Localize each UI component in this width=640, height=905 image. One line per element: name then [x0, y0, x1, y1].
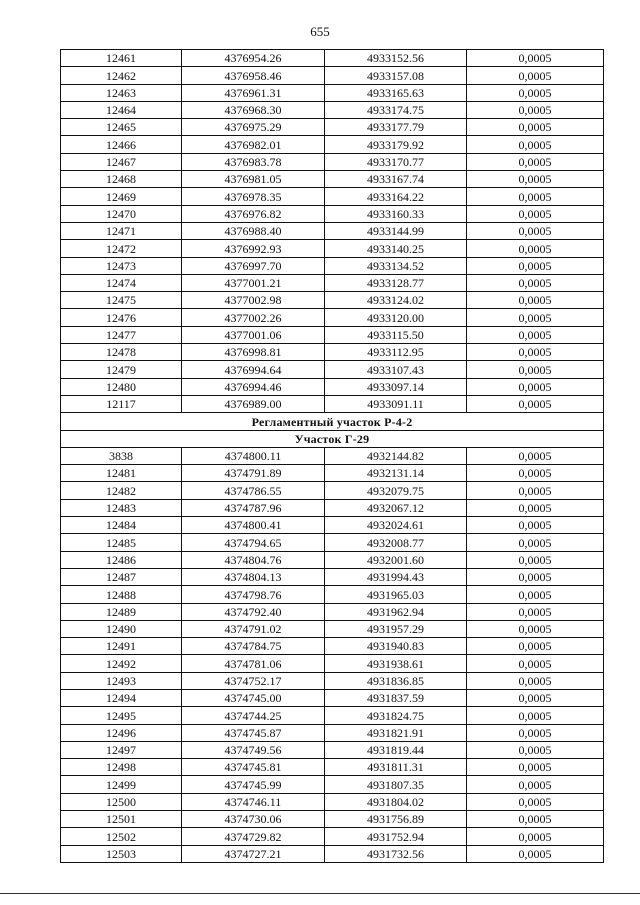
page-number: 655: [310, 24, 330, 39]
table-row: [61, 568, 604, 585]
table-row: [61, 309, 604, 326]
point-number-cell: 12484: [61, 517, 182, 534]
accuracy-cell: 0,0005: [467, 689, 604, 706]
y-coordinate-cell: 4933165.63: [325, 84, 467, 101]
accuracy-cell: 0,0005: [467, 257, 604, 274]
x-coordinate-cell: 4376954.26: [182, 50, 325, 67]
table-row: [61, 586, 604, 603]
x-coordinate-cell: 4374745.87: [182, 724, 325, 741]
y-coordinate-cell: 4933115.50: [325, 326, 467, 343]
y-coordinate-cell: 4933164.22: [325, 188, 467, 205]
table-row: [61, 67, 604, 84]
y-coordinate-cell: 4933091.11: [325, 395, 467, 412]
table-row: [61, 205, 604, 222]
x-coordinate-cell: 4376994.64: [182, 361, 325, 378]
point-number-cell: 12495: [61, 707, 182, 724]
accuracy-cell: 0,0005: [467, 395, 604, 412]
y-coordinate-cell: 4931824.75: [325, 707, 467, 724]
y-coordinate-cell: 4932008.77: [325, 534, 467, 551]
y-coordinate-cell: 4933177.79: [325, 119, 467, 136]
x-coordinate-cell: 4374800.41: [182, 517, 325, 534]
y-coordinate-cell: 4931732.56: [325, 845, 467, 862]
x-coordinate-cell: 4376998.81: [182, 344, 325, 361]
accuracy-cell: 0,0005: [467, 378, 604, 395]
point-number-cell: 12461: [61, 50, 182, 67]
accuracy-cell: 0,0005: [467, 101, 604, 118]
table-row: [61, 620, 604, 637]
x-coordinate-cell: 4374745.00: [182, 689, 325, 706]
table-row: [61, 326, 604, 343]
y-coordinate-cell: 4931804.02: [325, 793, 467, 810]
x-coordinate-cell: 4374752.17: [182, 672, 325, 689]
x-coordinate-cell: 4374781.06: [182, 655, 325, 672]
point-number-cell: 12482: [61, 482, 182, 499]
accuracy-cell: 0,0005: [467, 638, 604, 655]
y-coordinate-cell: 4932001.60: [325, 551, 467, 568]
x-coordinate-cell: 4374804.13: [182, 568, 325, 585]
y-coordinate-cell: 4933179.92: [325, 136, 467, 153]
y-coordinate-cell: 4933128.77: [325, 274, 467, 291]
table-row: [61, 344, 604, 361]
point-number-cell: 12486: [61, 551, 182, 568]
y-coordinate-cell: 4931957.29: [325, 620, 467, 637]
y-coordinate-cell: 4931821.91: [325, 724, 467, 741]
table-row: [61, 188, 604, 205]
accuracy-cell: 0,0005: [467, 482, 604, 499]
accuracy-cell: 0,0005: [467, 586, 604, 603]
x-coordinate-cell: 4374749.56: [182, 741, 325, 758]
x-coordinate-cell: 4374804.76: [182, 551, 325, 568]
x-coordinate-cell: 4374784.75: [182, 638, 325, 655]
table-row: [61, 119, 604, 136]
accuracy-cell: 0,0005: [467, 361, 604, 378]
y-coordinate-cell: 4933170.77: [325, 153, 467, 170]
point-number-cell: 12489: [61, 603, 182, 620]
x-coordinate-cell: 4374792.40: [182, 603, 325, 620]
table-row: [61, 153, 604, 170]
y-coordinate-cell: 4932131.14: [325, 465, 467, 482]
x-coordinate-cell: 4376988.40: [182, 222, 325, 239]
x-coordinate-cell: 4376997.70: [182, 257, 325, 274]
x-coordinate-cell: 4374786.55: [182, 482, 325, 499]
table-row: [61, 361, 604, 378]
x-coordinate-cell: 4376981.05: [182, 171, 325, 188]
y-coordinate-cell: 4931938.61: [325, 655, 467, 672]
point-number-cell: 12465: [61, 119, 182, 136]
y-coordinate-cell: 4933134.52: [325, 257, 467, 274]
point-number-cell: 12464: [61, 101, 182, 118]
x-coordinate-cell: 4374787.96: [182, 499, 325, 516]
accuracy-cell: 0,0005: [467, 741, 604, 758]
y-coordinate-cell: 4933120.00: [325, 309, 467, 326]
accuracy-cell: 0,0005: [467, 309, 604, 326]
y-coordinate-cell: 4931807.35: [325, 776, 467, 793]
accuracy-cell: 0,0005: [467, 465, 604, 482]
y-coordinate-cell: 4932067.12: [325, 499, 467, 516]
table-row: [61, 222, 604, 239]
point-number-cell: 12483: [61, 499, 182, 516]
table-row: [61, 274, 604, 291]
point-number-cell: 12494: [61, 689, 182, 706]
y-coordinate-cell: 4931811.31: [325, 759, 467, 776]
point-number-cell: 12498: [61, 759, 182, 776]
y-coordinate-cell: 4933124.02: [325, 292, 467, 309]
point-number-cell: 12476: [61, 309, 182, 326]
table-row: [61, 672, 604, 689]
point-number-cell: 12481: [61, 465, 182, 482]
point-number-cell: 12468: [61, 171, 182, 188]
x-coordinate-cell: 4374729.82: [182, 828, 325, 845]
y-coordinate-cell: 4933174.75: [325, 101, 467, 118]
point-number-cell: 12491: [61, 638, 182, 655]
point-number-cell: 12470: [61, 205, 182, 222]
accuracy-cell: 0,0005: [467, 326, 604, 343]
x-coordinate-cell: 4376982.01: [182, 136, 325, 153]
y-coordinate-cell: 4932144.82: [325, 447, 467, 464]
y-coordinate-cell: 4933107.43: [325, 361, 467, 378]
point-number-cell: 12487: [61, 568, 182, 585]
section-heading: Регламентный участок Р-4-2: [61, 413, 604, 430]
point-number-cell: 3838: [61, 447, 182, 464]
table-row: [61, 395, 604, 412]
section-heading: Участок Г-29: [61, 430, 604, 447]
bottom-rule: [0, 893, 640, 894]
section-heading-row: [61, 430, 604, 447]
point-number-cell: 12500: [61, 793, 182, 810]
x-coordinate-cell: 4376968.30: [182, 101, 325, 118]
accuracy-cell: 0,0005: [467, 240, 604, 257]
table-row: [61, 465, 604, 482]
table-row: [61, 517, 604, 534]
table-row: [61, 638, 604, 655]
accuracy-cell: 0,0005: [467, 447, 604, 464]
table-row: [61, 793, 604, 810]
accuracy-cell: 0,0005: [467, 620, 604, 637]
accuracy-cell: 0,0005: [467, 568, 604, 585]
point-number-cell: 12473: [61, 257, 182, 274]
coordinates-table-body: [61, 50, 604, 863]
x-coordinate-cell: 4374800.11: [182, 447, 325, 464]
accuracy-cell: 0,0005: [467, 793, 604, 810]
y-coordinate-cell: 4932024.61: [325, 517, 467, 534]
accuracy-cell: 0,0005: [467, 136, 604, 153]
x-coordinate-cell: 4376978.35: [182, 188, 325, 205]
x-coordinate-cell: 4374791.89: [182, 465, 325, 482]
table-row: [61, 845, 604, 862]
table-row: [61, 551, 604, 568]
x-coordinate-cell: 4374794.65: [182, 534, 325, 551]
y-coordinate-cell: 4933152.56: [325, 50, 467, 67]
point-number-cell: 12466: [61, 136, 182, 153]
accuracy-cell: 0,0005: [467, 119, 604, 136]
accuracy-cell: 0,0005: [467, 603, 604, 620]
x-coordinate-cell: 4377001.06: [182, 326, 325, 343]
y-coordinate-cell: 4933112.95: [325, 344, 467, 361]
x-coordinate-cell: 4376975.29: [182, 119, 325, 136]
y-coordinate-cell: 4933157.08: [325, 67, 467, 84]
table-row: [61, 811, 604, 828]
accuracy-cell: 0,0005: [467, 551, 604, 568]
table-row: [61, 136, 604, 153]
accuracy-cell: 0,0005: [467, 672, 604, 689]
accuracy-cell: 0,0005: [467, 534, 604, 551]
x-coordinate-cell: 4376989.00: [182, 395, 325, 412]
accuracy-cell: 0,0005: [467, 724, 604, 741]
point-number-cell: 12493: [61, 672, 182, 689]
table-row: [61, 101, 604, 118]
table-row: [61, 257, 604, 274]
table-row: [61, 84, 604, 101]
point-number-cell: 12478: [61, 344, 182, 361]
x-coordinate-cell: 4376983.78: [182, 153, 325, 170]
point-number-cell: 12469: [61, 188, 182, 205]
table-row: [61, 741, 604, 758]
y-coordinate-cell: 4931819.44: [325, 741, 467, 758]
accuracy-cell: 0,0005: [467, 274, 604, 291]
accuracy-cell: 0,0005: [467, 655, 604, 672]
y-coordinate-cell: 4931836.85: [325, 672, 467, 689]
y-coordinate-cell: 4931837.59: [325, 689, 467, 706]
x-coordinate-cell: 4374745.99: [182, 776, 325, 793]
point-number-cell: 12467: [61, 153, 182, 170]
y-coordinate-cell: 4931965.03: [325, 586, 467, 603]
accuracy-cell: 0,0005: [467, 776, 604, 793]
table-row: [61, 50, 604, 67]
y-coordinate-cell: 4933097.14: [325, 378, 467, 395]
table-row: [61, 534, 604, 551]
accuracy-cell: 0,0005: [467, 344, 604, 361]
point-number-cell: 12475: [61, 292, 182, 309]
accuracy-cell: 0,0005: [467, 50, 604, 67]
point-number-cell: 12490: [61, 620, 182, 637]
table-row: [61, 776, 604, 793]
accuracy-cell: 0,0005: [467, 153, 604, 170]
x-coordinate-cell: 4374745.81: [182, 759, 325, 776]
table-row: [61, 828, 604, 845]
table-row: [61, 240, 604, 257]
y-coordinate-cell: 4931752.94: [325, 828, 467, 845]
accuracy-cell: 0,0005: [467, 84, 604, 101]
table-row: [61, 292, 604, 309]
point-number-cell: 12503: [61, 845, 182, 862]
table-row: [61, 707, 604, 724]
x-coordinate-cell: 4377002.98: [182, 292, 325, 309]
y-coordinate-cell: 4932079.75: [325, 482, 467, 499]
x-coordinate-cell: 4377002.26: [182, 309, 325, 326]
y-coordinate-cell: 4931940.83: [325, 638, 467, 655]
y-coordinate-cell: 4933140.25: [325, 240, 467, 257]
table-row: [61, 603, 604, 620]
x-coordinate-cell: 4374798.76: [182, 586, 325, 603]
point-number-cell: 12480: [61, 378, 182, 395]
x-coordinate-cell: 4374727.21: [182, 845, 325, 862]
accuracy-cell: 0,0005: [467, 828, 604, 845]
point-number-cell: 12496: [61, 724, 182, 741]
accuracy-cell: 0,0005: [467, 811, 604, 828]
accuracy-cell: 0,0005: [467, 707, 604, 724]
accuracy-cell: 0,0005: [467, 292, 604, 309]
point-number-cell: 12497: [61, 741, 182, 758]
table-row: [61, 447, 604, 464]
x-coordinate-cell: 4374744.25: [182, 707, 325, 724]
y-coordinate-cell: 4933167.74: [325, 171, 467, 188]
point-number-cell: 12502: [61, 828, 182, 845]
table-row: [61, 655, 604, 672]
section-heading-row: [61, 413, 604, 430]
accuracy-cell: 0,0005: [467, 171, 604, 188]
coordinates-table: [60, 49, 604, 863]
accuracy-cell: 0,0005: [467, 845, 604, 862]
accuracy-cell: 0,0005: [467, 517, 604, 534]
table-row: [61, 482, 604, 499]
y-coordinate-cell: 4933144.99: [325, 222, 467, 239]
table-row: [61, 759, 604, 776]
point-number-cell: 12501: [61, 811, 182, 828]
accuracy-cell: 0,0005: [467, 499, 604, 516]
x-coordinate-cell: 4377001.21: [182, 274, 325, 291]
point-number-cell: 12479: [61, 361, 182, 378]
x-coordinate-cell: 4376994.46: [182, 378, 325, 395]
y-coordinate-cell: 4931962.94: [325, 603, 467, 620]
point-number-cell: 12477: [61, 326, 182, 343]
y-coordinate-cell: 4933160.33: [325, 205, 467, 222]
table-row: [61, 689, 604, 706]
x-coordinate-cell: 4374746.11: [182, 793, 325, 810]
point-number-cell: 12462: [61, 67, 182, 84]
accuracy-cell: 0,0005: [467, 188, 604, 205]
accuracy-cell: 0,0005: [467, 222, 604, 239]
y-coordinate-cell: 4931756.89: [325, 811, 467, 828]
x-coordinate-cell: 4374730.06: [182, 811, 325, 828]
x-coordinate-cell: 4376958.46: [182, 67, 325, 84]
accuracy-cell: 0,0005: [467, 205, 604, 222]
x-coordinate-cell: 4376992.93: [182, 240, 325, 257]
point-number-cell: 12474: [61, 274, 182, 291]
table-row: [61, 499, 604, 516]
x-coordinate-cell: 4376976.82: [182, 205, 325, 222]
point-number-cell: 12471: [61, 222, 182, 239]
y-coordinate-cell: 4931994.43: [325, 568, 467, 585]
accuracy-cell: 0,0005: [467, 759, 604, 776]
point-number-cell: 12472: [61, 240, 182, 257]
table-row: [61, 724, 604, 741]
accuracy-cell: 0,0005: [467, 67, 604, 84]
point-number-cell: 12485: [61, 534, 182, 551]
x-coordinate-cell: 4376961.31: [182, 84, 325, 101]
table-row: [61, 171, 604, 188]
point-number-cell: 12499: [61, 776, 182, 793]
point-number-cell: 12488: [61, 586, 182, 603]
point-number-cell: 12492: [61, 655, 182, 672]
point-number-cell: 12463: [61, 84, 182, 101]
x-coordinate-cell: 4374791.02: [182, 620, 325, 637]
point-number-cell: 12117: [61, 395, 182, 412]
table-row: [61, 378, 604, 395]
